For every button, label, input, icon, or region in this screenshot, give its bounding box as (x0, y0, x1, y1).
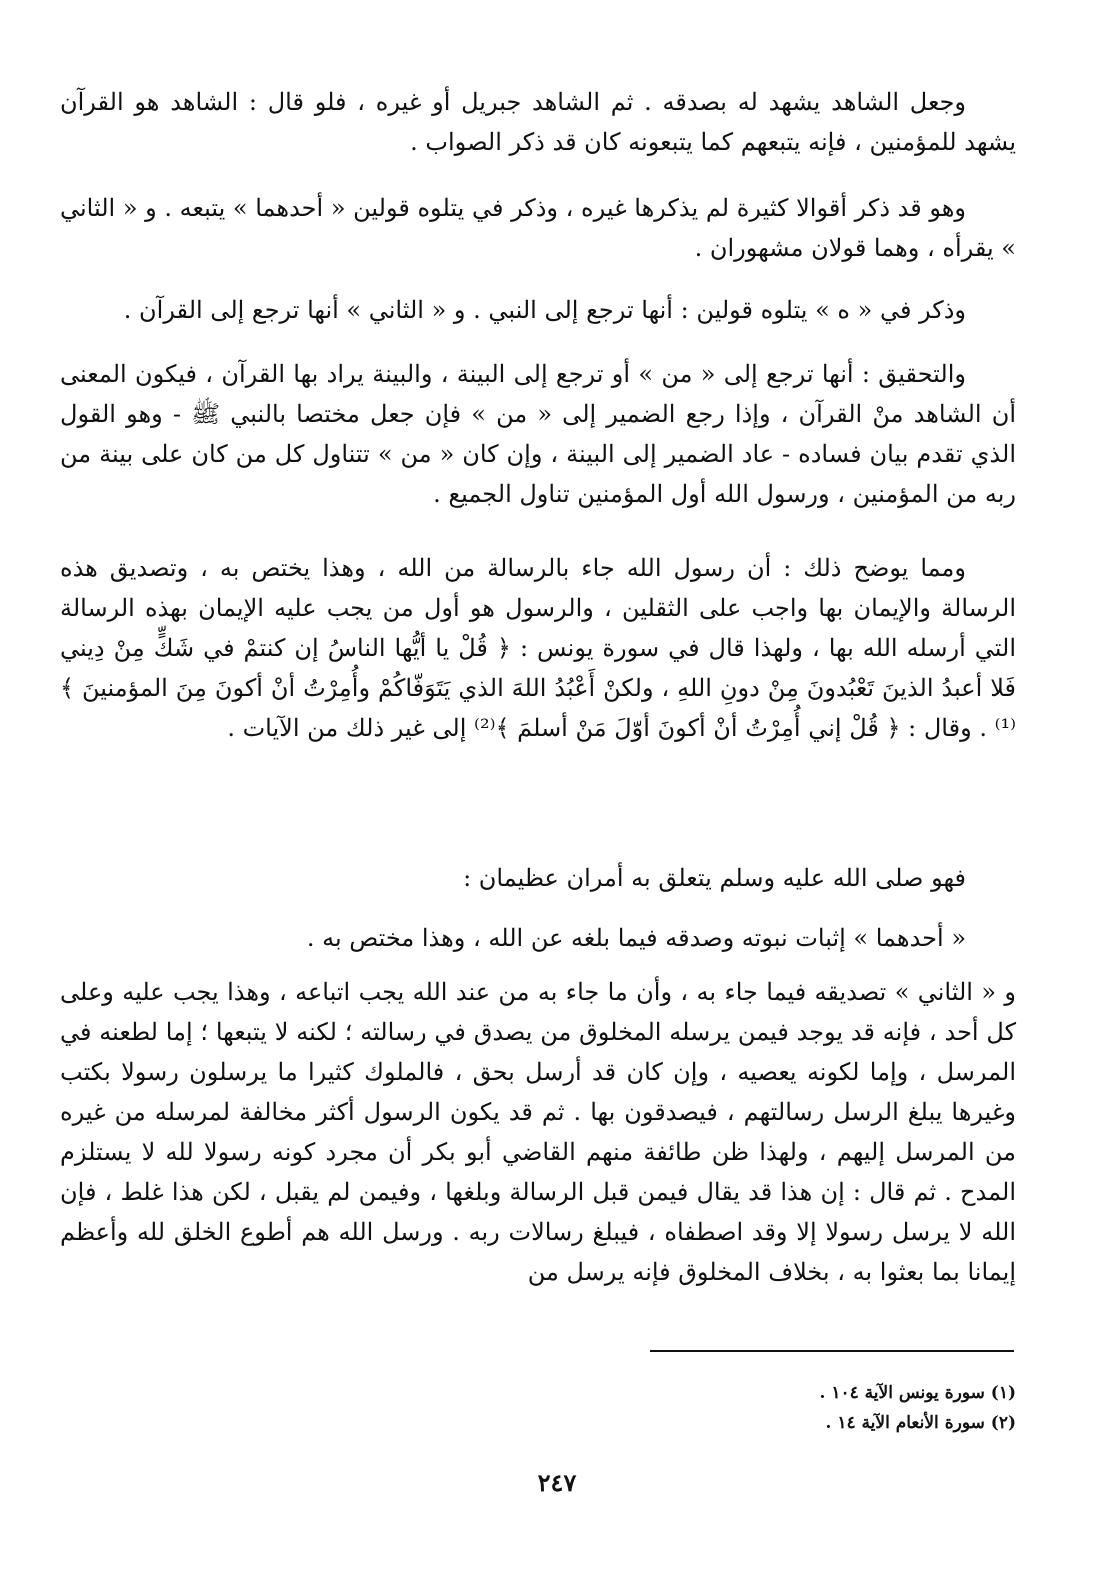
paragraph-3: وذكر في « ه » يتلوه قولين : أنها ترجع إلى النبي . و « الثاني » أنها ترجع إلى القرآن . (123, 296, 966, 324)
page-number: ٢٤٧ (537, 1468, 577, 1497)
paragraph-6: فهو صلى الله عليه وسلم يتعلق به أمران عظيمان : (463, 864, 966, 892)
footnotes (600, 1378, 1016, 1438)
footnote-separator (650, 1350, 1014, 1352)
footnote-2: (٢) سورة الأنعام الآية ١٤ . (825, 1413, 1016, 1433)
paragraph-5: ومما يوضح ذلك : أن رسول الله جاء بالرسالة من الله ، وهذا يختص به ، وتصديق هذه الرسالة والإيمان بها واجب على الثقلين ، والرسول هو أول من يجب عليه الإيمان بهذه الرسالة التي أرسله الله بها ، ولهذا قال في سورة يونس : ﴿ قُلْ يا أيُّها الناسُ إن كنتمْ في شَكٍّ مِنْ دِيني فَلا أعبدُ الذينَ تَعْبُدونَ مِنْ دونِ اللهِ ، ولكنْ أَعْبُدُ اللهَ الذي يَتَوَفّاكُمْ وأُمِرْتُ أنْ أكونَ مِنَ المؤمنينَ ﴾⁽¹⁾ . وقال : ﴿ قُلْ إني أُمِرْتُ أنْ أكونَ أوّلَ مَنْ أسلمَ ﴾⁽²⁾ إلى غير ذلك من الآيات . (60, 554, 1017, 742)
paragraph-8: و « الثاني » تصديقه فيما جاء به ، وأن ما جاء به من عند الله يجب اتباعه ، وهذا يجب عليه وعلى كل أحد ، فإنه قد يوجد فيمن يرسله المخلوق من يصدق في رسالته ؛ لكنه لا يتبعها ؛ إما لطعنه في المرسل ، وإما لكونه يعصيه ، وإن كان قد أرسل بحق ، فالملوك كثيرا ما يرسلون رسولا بكتب وغيرها يبلغ الرسل رسالتهم ، فيصدقون بها . ثم قد يكون الرسول أكثر مخالفة لمرسله من غيره من المرسل إليهم ، ولهذا ظن طائفة منهم القاضي أبو بكر أن مجرد كونه رسولا لله لا يستلزم المدح . ثم قال : إن هذا قد يقال فيمن قبل الرسالة وبلغها ، وفيمن لم يقبل ، لكن هذا غلط ، فإن الله لا يرسل رسولا إلا وقد اصطفاه ، فيبلغ رسالات ربه . ورسل الله هم أطوع الخلق لله وأعظم إيمانا بما بعثوا به ، بخلاف المخلوق فإنه يرسل من (60, 978, 1016, 1286)
paragraph-4: والتحقيق : أنها ترجع إلى « من » أو ترجع إلى البينة ، والبينة يراد بها القرآن ، فيكون المعنى أن الشاهد منْ القرآن ، وإذا رجع الضمير إلى « من » فإن جعل مختصا بالنبي ﷺ - وهو القول الذي تقدم بيان فساده - عاد الضمير إلى البينة ، وإن كان « من » تتناول كل من كان على بينة من ربه من المؤمنين ، ورسول الله أول المؤمنين تناول الجميع . (60, 360, 1016, 508)
footnote-1: (١) سورة يونس الآية ١٠٤ . (819, 1383, 1016, 1403)
paragraph-2: وهو قد ذكر أقوالا كثيرة لم يذكرها غيره ، وذكر في يتلوه قولين « أحدهما » يتبعه . و « الثاني » يقرأه ، وهما قولان مشهوران . (60, 194, 1016, 262)
paragraph-1: وجعل الشاهد يشهد له بصدقه . ثم الشاهد جبريل أو غيره ، فلو قال : الشاهد هو القرآن يشهد للمؤمنين ، فإنه يتبعهم كما يتبعونه كان قد ذكر الصواب . (60, 88, 1016, 156)
paragraph-7: « أحدهما » إثبات نبوته وصدقه فيما بلغه عن الله ، وهذا مختص به . (306, 924, 966, 952)
